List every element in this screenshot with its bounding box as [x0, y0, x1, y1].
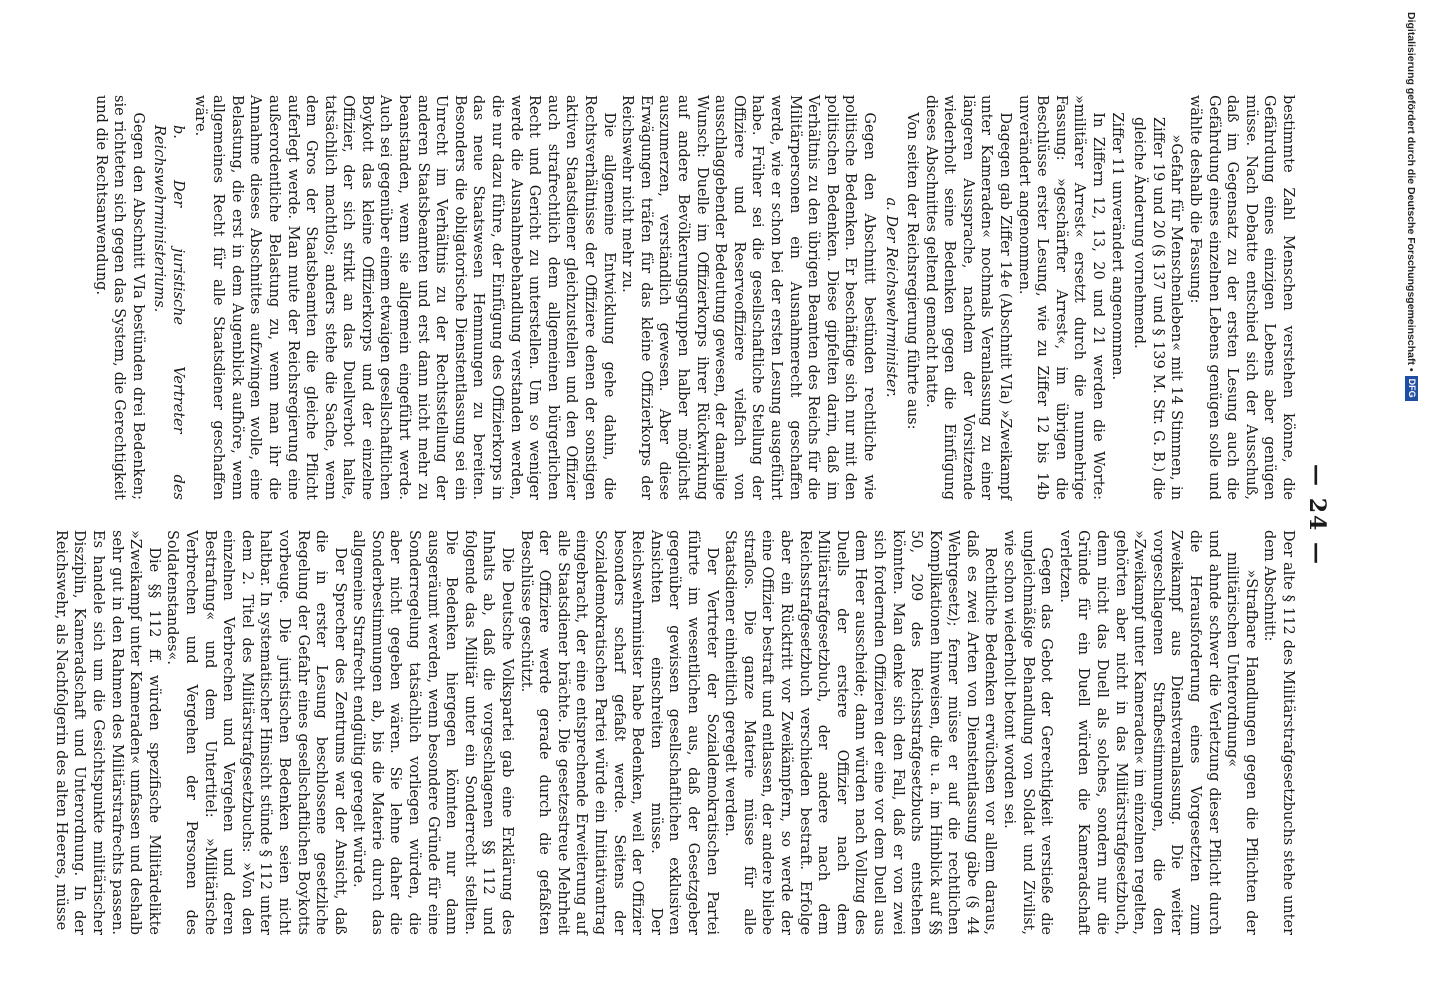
dfg-logo: DFG: [1405, 376, 1418, 401]
paragraph: Die Deutsche Volkspartei gab eine Erklärung des Inhalts ab, daß die vorgeschlagenen §§ 112 und folgende das Militär unter ein Sonderrecht stellten. Die Bedenken hiergegen könnten nur dann ausgeräumt werden, wenn besondere Gründe für eine Sonderregelung tatsächlich vorliegen würden, die aber nicht gegeben wären. Sie lehne daher die Sonderbestimmungen ab, bis die Materie durch das allgemeine Strafrecht endgültig geregelt würde.: [350, 530, 516, 935]
funding-notice: Digitalisierung gefördert durch die Deutsche Forschungsgemeinschaft •: [1405, 12, 1418, 372]
paragraph: In Ziffern 12, 13, 20 und 21 werden die Worte: »militärer Arrest« ersetzt durch die nunmehrige Fassung: »geschärfter Arrest«, im übrigen die Beschlüsse erster Lesung, wie zu Ziffer 12 bis 14b unverändert angenommen.: [1015, 95, 1107, 500]
page-number: — 24 —: [1304, 464, 1330, 566]
paragraph: b. Der juristische Vertreter des Reichswehrministeriums.: [151, 125, 186, 500]
paragraph: Dagegen gab Ziffer 14e (Abschnitt VIa) »Zweikampf unter Kameraden« nochmals Veranlassung zu einer längeren Aussprache, nachdem der Vorsitzende wiederholt seine Bedenken gegen die Einfügung dieses Abschnittes geltend gemacht hatte.: [922, 95, 1014, 500]
paragraph: Gegen den Abschnitt bestünden rechtliche wie politische Bedenken. Er beschäftige sich nur mit den politischen Bedenken. Diese gipfelten darin, daß im Verhältnis zu den übrigen Beamten des Reichs für die Militärpersonen ein Ausnahmerecht geschaffen werde, wie er schon bei der ersten Lesung ausgeführt habe. Früher sei die gesellschaftliche Stellung der Offiziere und Reserveoffiziere vielfach von ausschlaggebender Bedeutung gewesen, der damalige Wunsch: Duelle im Offizierkorps ihrer Rückwirkung auf andere Bevölkerungsgruppen halber möglichst auszumerzen, verständlich gewesen. Aber diese Erwägungen träfen für das kleine Offizierkorps der Reichswehr nicht mehr zu.: [619, 95, 877, 500]
paragraph: Die allgemeine Entwicklung gehe dahin, die Rechtsverhältnisse der Offiziere denen der sonstigen aktiven Staatsdiener gleichzustellen und den Offizier auch strafrechtlich dem allgemeinen bürgerlichen Recht und Gericht zu unterstellen. Um so weniger werde die Ausnahmebehandlung verstanden werden, die nur dazu führe, der Einfügung des Offizierkorps in das neue Staatswesen Hemmungen zu bereiten. Besonders die obligatorische Dienstentlassung sei ein Unrecht im Verhältnis zu der Rechtsstellung der anderen Staatsbeamten und erst dann nicht mehr zu beanstanden, wenn sie allgemein eingeführt werde. Auch sei gegenüber einem etwaigen gesellschaftlichen Boykott das kleine Offizierkorps und der einzelne Offizier, der sich strikt an das Duellverbot halte, tatsächlich machtlos; anders stehe die Sache, wenn dem Gros der Staatsbeamten die gleiche Pflicht auferlegt werde. Man mute der Reichsregierung eine außerordentliche Belastung zu, wenn man ihr die Annahme dieses Abschnittes aufzwingen wolle, eine Belastung, die erst in dem Augenblick aufhöre, wenn allgemeines Recht für alle Staatsdiener geschaffen wäre.: [191, 95, 617, 500]
banner-text-wrap: [1405, 12, 1418, 401]
paragraph: Der Vertreter der Sozialdemokratischen Partei führte im wesentlichen aus, daß der Gesetzgeber gegenüber gewissen gesellschaftlichen exklusiven Ansichten einschreiten müsse. Der Reichswehrminister habe Bedenken, weil der Offizier besonders scharf gefaßt werde. Seitens der Sozialdemokratischen Partei würde ein Initiativantrag eingebracht, der eine entsprechende Erweiterung auf alle Staatsdiener brächte. Die gesetzestreue Mehrheit der Offiziere werde gerade durch die gefaßten Beschlüsse geschützt.: [517, 530, 720, 935]
paragraph: Der Sprecher des Zentrums war der Ansicht, daß die in erster Lesung beschlossene gesetzliche Regelung der Gefahr eines gesellschaftlichen Boykotts vorbeuge. Die juristischen Bedenken seien nicht haltbar. In systematischer Hinsicht stünde § 112 unter dem 2. Titel des Militärstrafgesetzbuchs: »Von den einzelnen Verbrechen und Vergehen und deren Bestrafung« und dem Untertitel: »Militärische Verbrechen und Vergehen der Personen des Soldatenstandes«.: [164, 530, 348, 935]
paragraph: a. Der Reichswehrminister.: [882, 197, 899, 398]
text-columns: [52, 95, 1297, 935]
paragraph: bestimmte Zahl Menschen verstehen könne, die Gefährdung eines einzigen Lebens aber genügen müsse. Nach Debatte entschied sich der Ausschuß, daß im Gegensatz zu der ersten Lesung auch die Gefährdung eines einzelnen Lebens genügen solle und wählte deshalb die Fassung:: [1187, 95, 1296, 500]
paragraph: Von seiten der Reichsregierung führte aus:: [904, 112, 921, 430]
paragraph: »Strafbare Handlungen gegen die Pflichten der militärischen Unterordnung«: [1224, 552, 1259, 935]
right-column: [52, 530, 1297, 935]
paragraph: Rechtliche Bedenken erwüchsen vor allem daraus, daß es zwei Arten von Dienstentlassung gäbe (§ 44 Wehrgesetz); ferner müsse er auf die rechtlichen Komplikationen hinweisen, die u. a. im Hinblick auf §§ 50, 209 des Reichsstrafgesetzbuchs entstehen könnten. Man denke sich den Fall, daß er von zwei sich fordernden Offizieren der eine vor dem Duell aus dem Heer ausscheide; dann würden nach Vollzug des Duells der erstere Offizier nach dem Militärstrafgesetzbuch, der andere nach dem Reichsstrafgesetzbuch verschieden bestraft. Erfolge aber ein Rücktritt vor Zweikämpfern, so werde der eine Offizier bestraft und entlassen, der andere bliebe straflos. Die ganze Materie müsse für alle Staatsdiener einheitlich geregelt werden.: [722, 530, 999, 935]
paragraph: und ahnde schwer die Verletzung dieser Pflicht durch die Herausforderung eines Vorgesetzten zum Zweikampf aus Dienstveranlassung. Die weiter vorgeschlagenen Strafbestimmungen, die den »Zweikampf unter Kameraden« im einzelnen regelten, gehörten aber nicht in das Militärstrafgesetzbuch, denn nicht das Duell als solches, sondern nur die Gründe für ein Duell würden die Kameradschaft verletzen.: [1056, 530, 1222, 935]
paragraph: Der alte § 112 des Militärstrafgesetzbuchs stehe unter dem Abschnitt:: [1261, 530, 1296, 935]
paragraph: »Gefahr für Menschenleben« mit 14 Stimmen, in Ziffer 19 und 20 (§ 137 und § 139 M. Str. G. B.) die gleiche Änderung vornehmend.: [1131, 117, 1185, 500]
paragraph: Ziffer 11 unverändert angenommen.: [1108, 112, 1125, 381]
paragraph: Die §§ 112 ff. würden spezifische Militärdelikte »Zweikampf unter Kameraden« umfassen und deshalb sehr gut in den Rahmen des Militärstrafrechts passen. Es handele sich um die Gesichtspunkte militärischer Disziplin, Kameradschaft und Unterordnung. In der Reichswehr, als Nachfolgerin des alten Heeres, müsse: [52, 530, 162, 935]
digitization-banner: [1404, 6, 1432, 994]
rotated-document-page: [52, 75, 1345, 955]
paragraph: Gegen den Abschnitt VIa bestünden drei Bedenken; sie richteten sich gegen das System, die Gerechtigkeit und die Rechtsanwendung.: [92, 95, 146, 500]
paragraph: Gegen das Gebot der Gerechtigkeit verstieße die ungleichmäßige Behandlung von Soldat und Zivilist, wie schon wiederholt betont worden sei.: [1001, 530, 1055, 935]
left-column: [92, 95, 1297, 500]
